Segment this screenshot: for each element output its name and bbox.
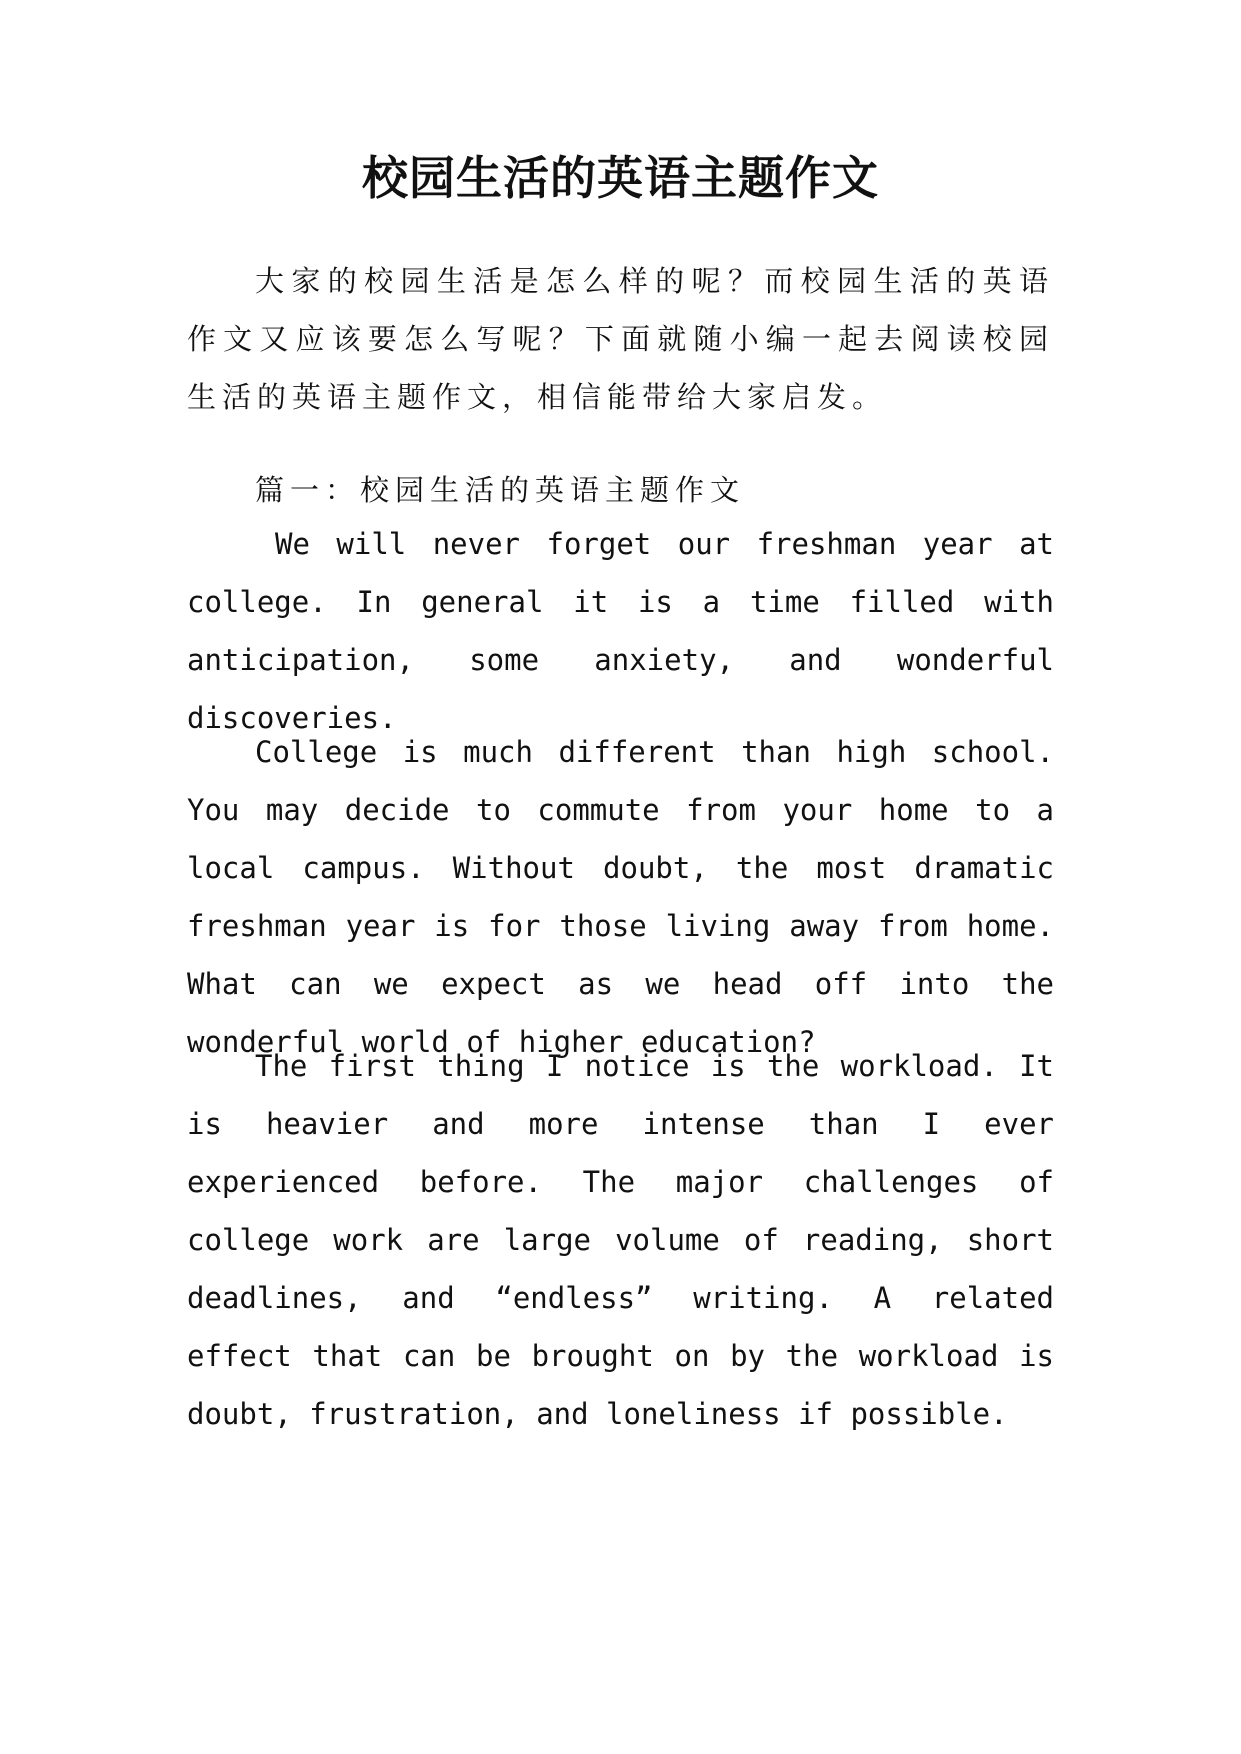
body-paragraph-1: We will never forget our freshman year at college. In general it is a time filled with anticipation, some anxiety, and wonderful discoveries. [187, 527, 1054, 735]
document-title: 校园生活的英语主题作文 [362, 151, 879, 205]
section-heading: 篇一：校园生活的英语主题作文 [255, 473, 746, 507]
body-paragraph-3: The first thing I notice is the workload. It is heavier and more intense than I ever experienced before. The major challenges of college work are large volume of reading, short deadlines, and “endless” writing. A related effect that can be brought on by the workload is doubt, frustration, and loneliness if possible. [187, 1049, 1054, 1431]
body-paragraph-2: College is much different than high school. You may decide to commute from your home to a local campus. Without doubt, the most dramatic freshman year is for those living away from home. What can we expect as we head off into the wonderful world of higher education? [187, 735, 1054, 1059]
intro-paragraph: 大家的校园生活是怎么样的呢？而校园生活的英语作文又应该要怎么写呢？下面就随小编一起去阅读校园生活的英语主题作文，相信能带给大家启发。 [187, 264, 1054, 414]
